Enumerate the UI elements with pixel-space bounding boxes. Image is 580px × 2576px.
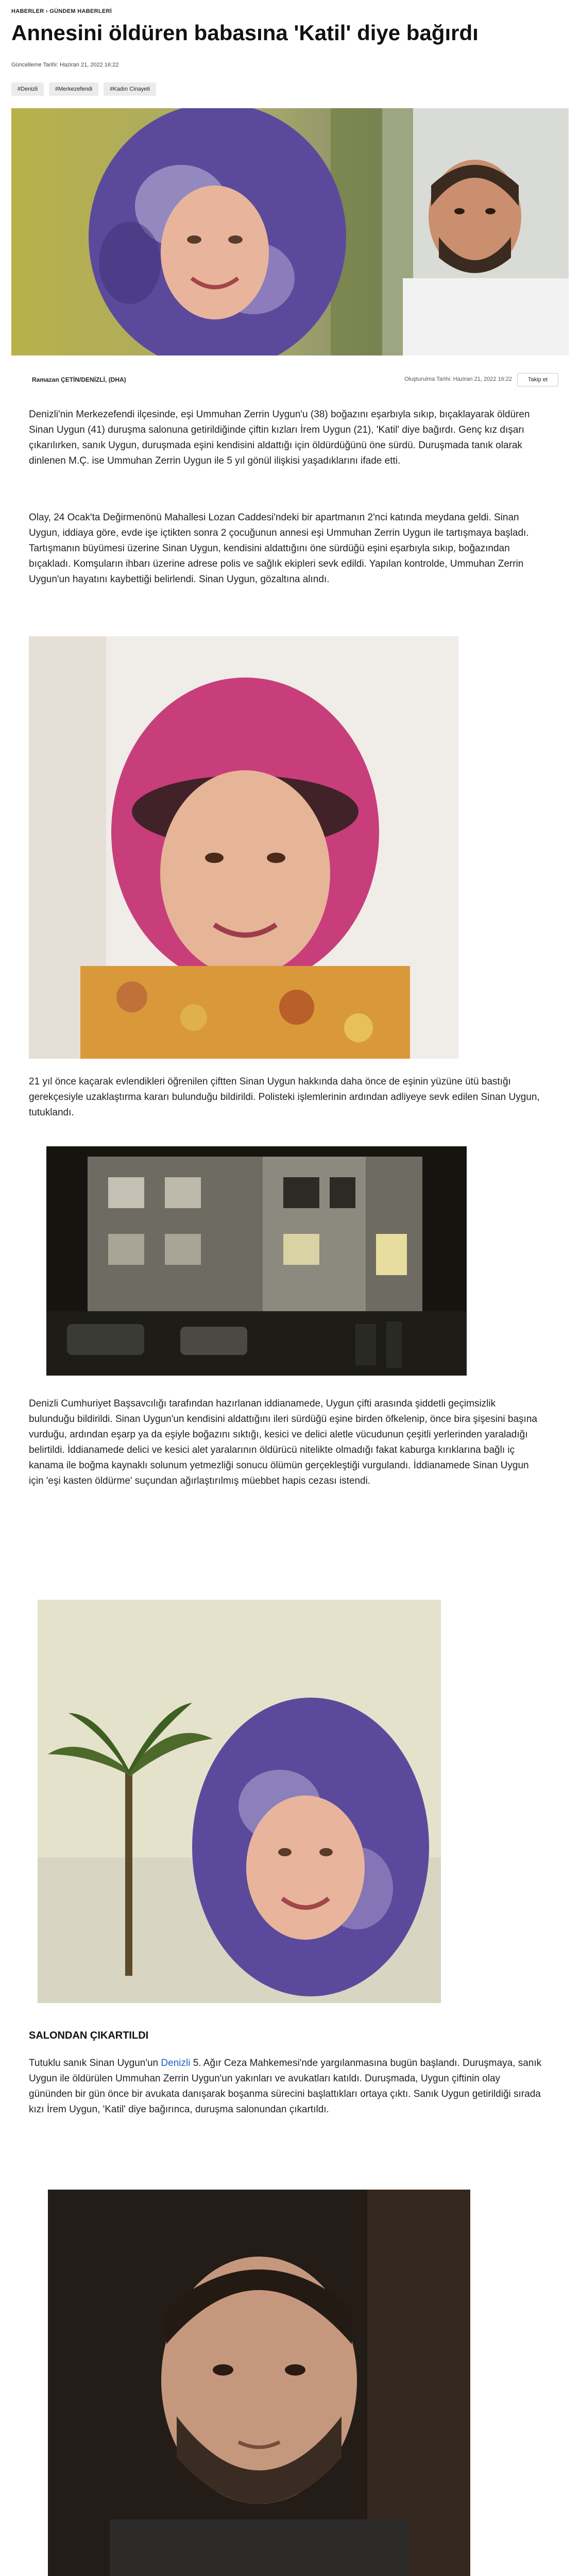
paragraph-5 [29,2056,544,2117]
author-name[interactable]: Ramazan ÇETİN/DENİZLİ, (DHA) [32,376,126,383]
paragraph-3: 21 yıl önce kaçarak evlendikleri öğrenilen çiftten Sinan Uygun hakkında daha önce de eşinin yüzüne ütü bastığı gerekçesiyle uzaklaştırma kararı bulunduğu bildirildi. Polisteki işlemlerinin ardından adliyeye sevk edilen Sinan Uygun, tutuklandı. [29,1076,540,1118]
section-heading-salondan: SALONDAN ÇIKARTILDI [29,2030,149,2041]
paragraph-5-text-before: Tutuklu sanık Sinan Uygun'un [29,2058,161,2069]
denizli-link[interactable]: Denizli [161,2058,191,2069]
paragraph-5-text-after: 5. Ağır Ceza Mahkemesi'nde yargılanmasına bugün başlandı. Duruşmaya, sanık Uygun ile öldürülen Ummuhan Zerrin Uygun'un yakınları ve avukatları katıldı. Duruşmada, Uygun çiftinin olay gününden bir gün önce bir avukata danışarak boşanma sürecini başlattıkları ortaya çıktı. Sanık Uygun getirildiği sırada kızı İrem Uygun, 'Katil' diye bağırınca, duruşma salonundan çıkartıldı. [29,2058,542,2115]
follow-button[interactable]: Takip et [517,373,558,386]
tag-list [11,82,156,96]
created-date: Oluşturulma Tarihi: Haziran 21, 2022 16:22 [404,376,512,382]
breadcrumb[interactable]: HABERLER › GÜNDEM HABERLERİ [11,8,112,14]
hero-photo-illustration [11,108,569,355]
photo-woman-palm [38,1600,441,2003]
article-meta [11,371,569,388]
updated-date: Güncelleme Tarihi: Haziran 21, 2022 16:22 [11,62,119,68]
tag-kadin-cinayeti[interactable]: #Kadın Cinayeti [104,82,156,96]
page-title: Annesini öldüren babasına 'Katil' diye bağırdı [11,21,479,45]
photo-woman-closeup [29,636,458,1059]
paragraph-2: Olay, 24 Ocak'ta Değirmenönü Mahallesi Lozan Caddesi'ndeki bir apartmanın 2'nci katında meydana geldi. Sinan Uygun, iddiaya göre, evde işe içtikten sonra 2 çocuğunun annesi eşi Ummuhan Zerrin Uygun ile tartışmaya başladı. Tartışmanın büyümesi üzerine Sinan Uygun, kendisini aldattığını öne sürdüğü eşini eşarbıyla sıkıp, boğazından bıçakladı. Komşuların ihbarı üzerine adrese polis ve sağlık ekipleri sevk edildi. Yapılan kontrolde, Ummuhan Zerrin Uygun'un hayatını kaybettiği belirlendi. Sinan Uygun, gözaltına alındı. [29,512,529,585]
tag-denizli[interactable]: #Denizli [11,82,44,96]
paragraph-1: Denizli'nin Merkezefendi ilçesinde, eşi Ummuhan Zerrin Uygun'u (38) boğazını eşarbıyla sıkıp, bıçaklayarak öldüren Sinan Uygun (41) duruşma salonuna getirildiğinde çiftin kızları İrem Uygun (21), 'Katil' diye bağırdı. Genç kız dışarı çıkarılırken, sanık Uygun, duruşmada eşini kendisini aldattığı için öldürdüğünü öne sürdü. Duruşmada tanık olarak dinlenen M.Ç. ise Ummuhan Zerrin Uygun ile 5 yıl gönül ilişkisi yaşadıklarını ifade etti. [29,409,530,466]
tag-merkezefendi[interactable]: #Merkezefendi [49,82,98,96]
paragraph-4: Denizli Cumhuriyet Başsavcılığı tarafından hazırlanan iddianamede, Uygun çifti arasında şiddetli geçimsizlik bulunduğu bildirildi. Sinan Uygun'un kendisini aldattığını ileri sürdüğü eşine birden öfkelenip, önce bira şişesini başına vurduğu, ardından eşarp ya da eşiyle boğazını sıktığı, kesici ve delici aletle vücudunun çeşitli yerlerinden yaraladığı belirtildi. İddianamede delici ve kesici alet yaralarının öldürücü nitelikte olmadığı fakat kaburga kırıklarına bağlı iç kanama ile boğma kaynaklı solunum yetmezliği sonucu ölümün gerçekleştiği vurgulandı. İddianamede Sinan Uygun için 'eşi kasten öldürme' suçundan ağırlaştırılmış müebbet hapis cezası istendi. [29,1398,537,1486]
hero-image [11,108,569,355]
photo-suspect-portrait [48,2190,470,2576]
photo-crime-scene-street [46,1146,467,1376]
